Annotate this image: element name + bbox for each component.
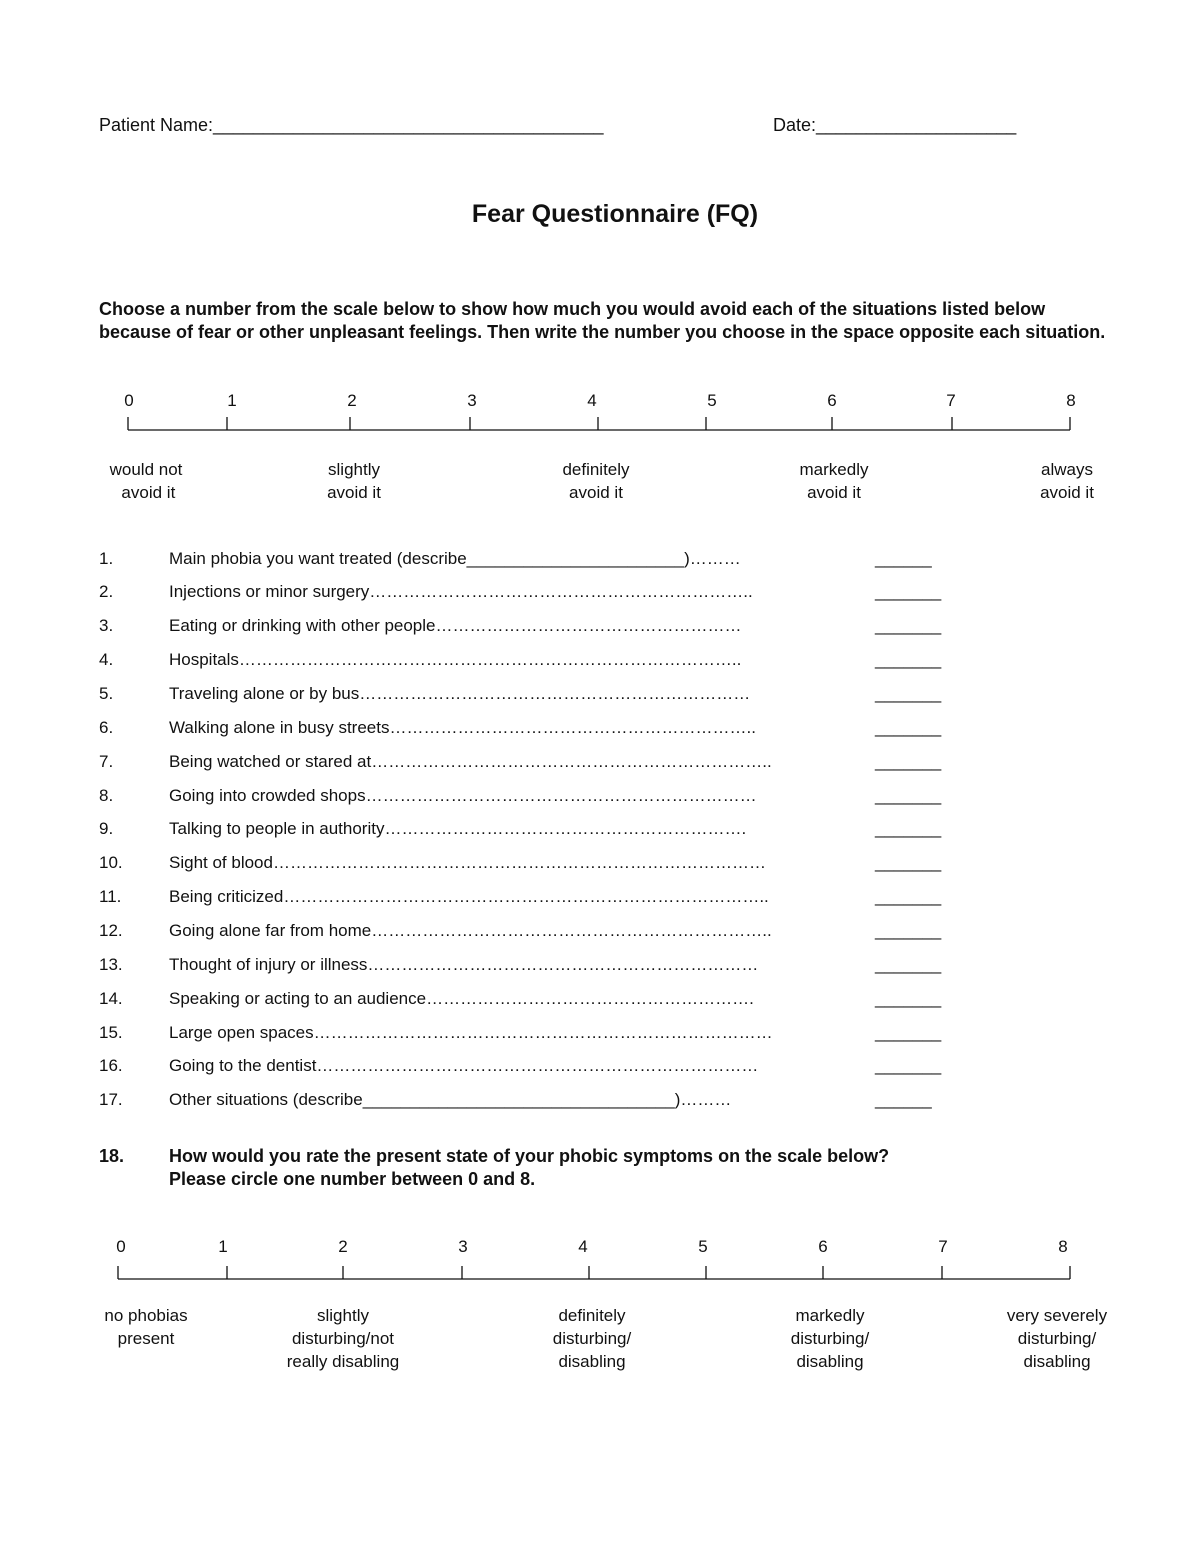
scale1-label-4: definitely avoid it: [562, 460, 630, 502]
instructions: Choose a number from the scale below to show how much you would avoid each of the situations listed below because of fear or other unpleasant feelings. Then write the number you choose in the space opposite each situation.: [99, 299, 1106, 342]
item-number: 14.: [99, 989, 123, 1008]
scale1-label-8: always avoid it: [1040, 460, 1094, 502]
item-text: Being criticized…………………………………………………………………………..: [169, 887, 769, 906]
scale1-number-7: 7: [946, 391, 956, 410]
item-number: 5.: [99, 684, 114, 703]
item-answer-blank[interactable]: _______: [875, 955, 942, 974]
item-text: Going alone far from home……………………………………………………………..: [169, 921, 772, 940]
scale2-label-6: markedly disturbing/ disabling: [790, 1306, 870, 1371]
scale1-number-5: 5: [707, 391, 717, 410]
scale2-number-2[interactable]: 2: [338, 1237, 348, 1256]
item-number: 9.: [99, 819, 114, 838]
item-text: Traveling alone or by bus……………………………………………………………: [169, 684, 751, 703]
item-text: Main phobia you want treated (describe_______________________)………: [169, 549, 741, 568]
page-title: Fear Questionnaire (FQ): [471, 200, 759, 228]
item-text: Other situations (describe_________________________________)………: [169, 1090, 732, 1109]
item-text: Thought of injury or illness……………………………………………………………: [169, 955, 759, 974]
scale2-line: [0, 1259, 1200, 1289]
scale2-number-3[interactable]: 3: [458, 1237, 468, 1256]
item-text: Eating or drinking with other people………………………………………………: [169, 616, 742, 635]
item-answer-blank[interactable]: _______: [875, 786, 942, 805]
item-text: Large open spaces………………………………………………………………………: [169, 1023, 773, 1042]
scale1-number-0: 0: [124, 391, 134, 410]
item-text: Hospitals……………………………………………………………………………..: [169, 650, 742, 669]
item-number: 4.: [99, 650, 114, 669]
item-number: 8.: [99, 786, 114, 805]
item-text: Being watched or stared at……………………………………………………………..: [169, 752, 772, 771]
scale1-line: [0, 410, 1200, 440]
item-answer-blank[interactable]: ______: [875, 1090, 932, 1109]
item-answer-blank[interactable]: _______: [875, 887, 942, 906]
question18-line2: Please circle one number between 0 and 8.: [169, 1169, 536, 1189]
scale1-number-1: 1: [227, 391, 237, 410]
item-answer-blank[interactable]: _______: [875, 853, 942, 872]
item-text: Speaking or acting to an audience………………………………………………….: [169, 989, 754, 1008]
scale1-label-0: would not avoid it: [109, 460, 183, 502]
item-number: 2.: [99, 582, 114, 601]
item-answer-blank[interactable]: ______: [875, 549, 932, 568]
scale1-number-2: 2: [347, 391, 357, 410]
item-text: Going into crowded shops……………………………………………………………: [169, 786, 757, 805]
item-text: Walking alone in busy streets………………………………………………………..: [169, 718, 756, 737]
item-answer-blank[interactable]: _______: [875, 650, 942, 669]
scale2-number-6[interactable]: 6: [818, 1237, 828, 1256]
scale2-label-8: very severely disturbing/ disabling: [1006, 1306, 1108, 1371]
scale2-number-1[interactable]: 1: [218, 1237, 228, 1256]
item-answer-blank[interactable]: _______: [875, 989, 942, 1008]
item-number: 3.: [99, 616, 114, 635]
item-number: 7.: [99, 752, 114, 771]
scale1-label-2: slightly avoid it: [327, 460, 381, 502]
item-number: 17.: [99, 1090, 123, 1109]
item-answer-blank[interactable]: _______: [875, 1056, 942, 1075]
date-field[interactable]: Date:____________________: [773, 115, 1017, 135]
scale2-number-5[interactable]: 5: [698, 1237, 708, 1256]
scale1-number-6: 6: [827, 391, 837, 410]
item-number: 10.: [99, 853, 123, 872]
scale1-number-4: 4: [587, 391, 597, 410]
item-answer-blank[interactable]: _______: [875, 819, 942, 838]
scale2-number-4[interactable]: 4: [578, 1237, 588, 1256]
scale1-number-3: 3: [467, 391, 477, 410]
item-answer-blank[interactable]: _______: [875, 718, 942, 737]
scale1-label-6: markedly avoid it: [799, 460, 869, 502]
item-answer-blank[interactable]: _______: [875, 582, 942, 601]
item-text: Going to the dentist……………………………………………………………………: [169, 1056, 759, 1075]
item-text: Talking to people in authority……………………………………………………….: [169, 819, 747, 838]
item-number: 1.: [99, 549, 114, 568]
scale2-number-0[interactable]: 0: [116, 1237, 126, 1256]
item-text: Injections or minor surgery…………………………………………………………..: [169, 582, 753, 601]
item-answer-blank[interactable]: _______: [875, 921, 942, 940]
patient-name-field[interactable]: Patient Name:_______________________________________: [99, 115, 604, 135]
scale2-number-7[interactable]: 7: [938, 1237, 948, 1256]
item-number: 12.: [99, 921, 123, 940]
scale2-label-2: slightly disturbing/not really disabling: [286, 1306, 400, 1371]
item-answer-blank[interactable]: _______: [875, 684, 942, 703]
item-number: 16.: [99, 1056, 123, 1075]
item-answer-blank[interactable]: _______: [875, 752, 942, 771]
item-number: 13.: [99, 955, 123, 974]
scale2-label-4: definitely disturbing/ disabling: [552, 1306, 632, 1371]
scale2-number-8[interactable]: 8: [1058, 1237, 1068, 1256]
item-answer-blank[interactable]: _______: [875, 616, 942, 635]
item-number: 6.: [99, 718, 114, 737]
question18-line1: How would you rate the present state of your phobic symptoms on the scale below?: [169, 1146, 890, 1166]
question18-number: 18.: [99, 1146, 125, 1166]
scale2-label-0: no phobias present: [104, 1306, 188, 1348]
item-number: 15.: [99, 1023, 123, 1042]
item-number: 11.: [99, 887, 122, 906]
item-answer-blank[interactable]: _______: [875, 1023, 942, 1042]
scale1-number-8: 8: [1066, 391, 1076, 410]
item-text: Sight of blood……………………………………………………………………………: [169, 853, 766, 872]
